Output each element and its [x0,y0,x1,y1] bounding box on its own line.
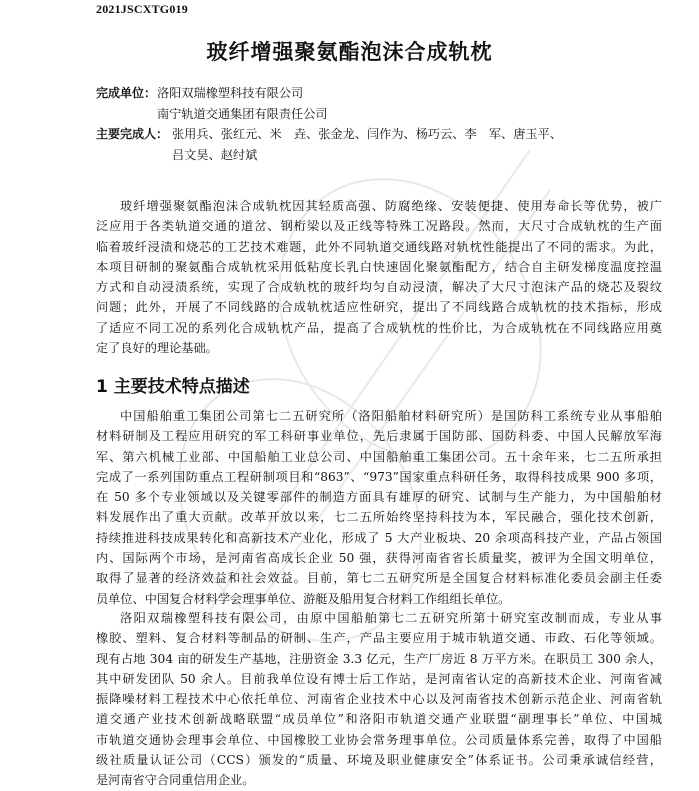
text-line: 级社质量认证公司（CCS）颁发的“质量、环境及职业健康安全”体系证书。公司秉承诚信经营， [96,753,662,768]
text-line: 内、国际两个市场，是河南省高成长企业 50 强，获得河南省省长质量奖，被评为全国文明单位， [96,551,662,566]
text-line: 军、第六机械工业部、中国船舶工业总公司、中国船舶重工集团公司。五十余年来，七二五所承担 [96,449,662,464]
text-line: 定了良好的理论基础。 [96,341,218,356]
text-line: 橡胶、塑料、复合材料等制品的研制、生产，产品主要应用于城市轨道交通、市政、石化等领域。 [96,631,662,646]
text-line: 洛阳双瑞橡塑科技有限公司，由原中国船舶第七二五研究所第十研究室改制而成，专业从事 [120,611,662,625]
text-line: 问题；此外，开展了不同线路的合成轨枕适应性研究，提出了不同线路合成轨枕的技术指标，形成 [96,300,662,315]
text-line: 方式和自动浸渍系统，实现了合成轨枕的玻纤均匀自动浸渍，解决了大尺寸泡沫产品的烧芯及裂纹 [96,280,662,295]
text-line: 其中研发团队 50 余人。目前我单位设有博士后工作站，是河南省认定的高新技术企业、河南省减 [96,671,662,686]
document-code: 2021JSCXTG019 [96,2,188,16]
text-line: 完成了一系列国防重点工程研制项目和“863”、“973”国家重点科研任务，取得科技成果 900 多项， [96,469,662,484]
unit-label: 完成单位： [96,86,157,100]
project-info [96,83,656,165]
people-label: 主要完成人： [96,127,169,141]
text-line: 是河南省守合同重信用企业。 [96,773,255,788]
section-heading: 1 主要技术特点描述 [96,377,250,397]
text-line: 持续推进科技成果转化和高新技术产业化，形成了 5 大产业板块、20 余项高科技产业，产品占领国 [96,530,662,545]
text-line: 振降噪材料工程技术中心依托单位、河南省企业技术中心以及河南省技术创新示范企业、河南省轨 [96,692,662,707]
unit-name: 洛阳双瑞橡塑科技有限公司 [157,86,304,100]
text-line: 材料研制及工程应用研究的军工科研事业单位，先后隶属于国防部、国防科委、中国人民解放军海 [96,429,662,444]
unit-row [96,104,656,125]
section-paragraph [96,608,662,791]
text-line: 玻纤增强聚氨酯泡沫合成轨枕因其轻质高强、防腐绝缘、安装便捷、使用寿命长等优势，被广 [120,199,662,213]
people-names: 张用兵、张红元、米 垚、张金龙、闫作为、杨巧云、李 军、唐玉平、 [172,127,562,141]
text-line: 临着玻纤浸渍和烧芯的工艺技术难题，此外不同轨道交通线路对轨枕性能提出了不同的需求。为此， [96,239,662,254]
text-line: 本项目研制的聚氨酯合成轨枕采用低粘度长乳白快速固化聚氨酯配方，结合自主研发梯度温度控温 [96,259,662,274]
text-line: 在 50 多个专业领域以及关键零部件的制造方面具有雄厚的研究、试制与生产能力，为中国船舶材 [96,490,662,505]
text-line: 中国船舶重工集团公司第七二五研究所（洛阳船舶材料研究所）是国防科工系统专业从事船舶 [120,409,662,423]
text-line: 道交通产业技术创新战略联盟“成员单位”和洛阳市轨道交通产业联盟“副理事长”单位、中国城 [96,712,662,727]
text-line: 料发展作出了重大贡献。改革开放以来，七二五所始终坚持科技为本，军民融合，强化技术创新， [96,510,662,525]
text-line: 了适应不同工况的系列化合成轨枕产品，提高了合成轨枕的性价比，为合成轨枕在不同线路应用奠 [96,320,662,335]
section-paragraph [96,406,662,609]
abstract-paragraph [96,196,662,358]
unit-name: 南宁轨道交通集团有限责任公司 [157,106,328,121]
page-title: 玻纤增强聚氨酯泡沫合成轨枕 [206,40,493,64]
text-line: 员单位、中国复合材料学会理事单位、游艇及船用复合材料工作组组长单位。 [96,591,511,606]
people-row [96,124,656,145]
people-row [96,145,656,166]
text-line: 泛应用于各类轨道交通的道岔、钢桁梁以及正线等特殊工况路段。然而，大尺寸合成轨枕的生产面 [96,219,662,234]
text-line: 现有占地 304 亩的研发生产基地，注册资金 3.3 亿元，生产厂房近 8 万平方米。在职员工 300 余人， [96,651,662,666]
text-line: 市轨道交通协会理事会单位、中国橡胶工业协会常务理事单位。公司质量体系完善，取得了中国船 [96,732,662,747]
people-names: 吕文昊、赵纣斌 [172,147,258,162]
text-line: 取得了显著的经济效益和社会效益。目前，第七二五研究所是全国复合材料标准化委员会副主任委 [96,571,662,586]
unit-row [96,83,656,104]
